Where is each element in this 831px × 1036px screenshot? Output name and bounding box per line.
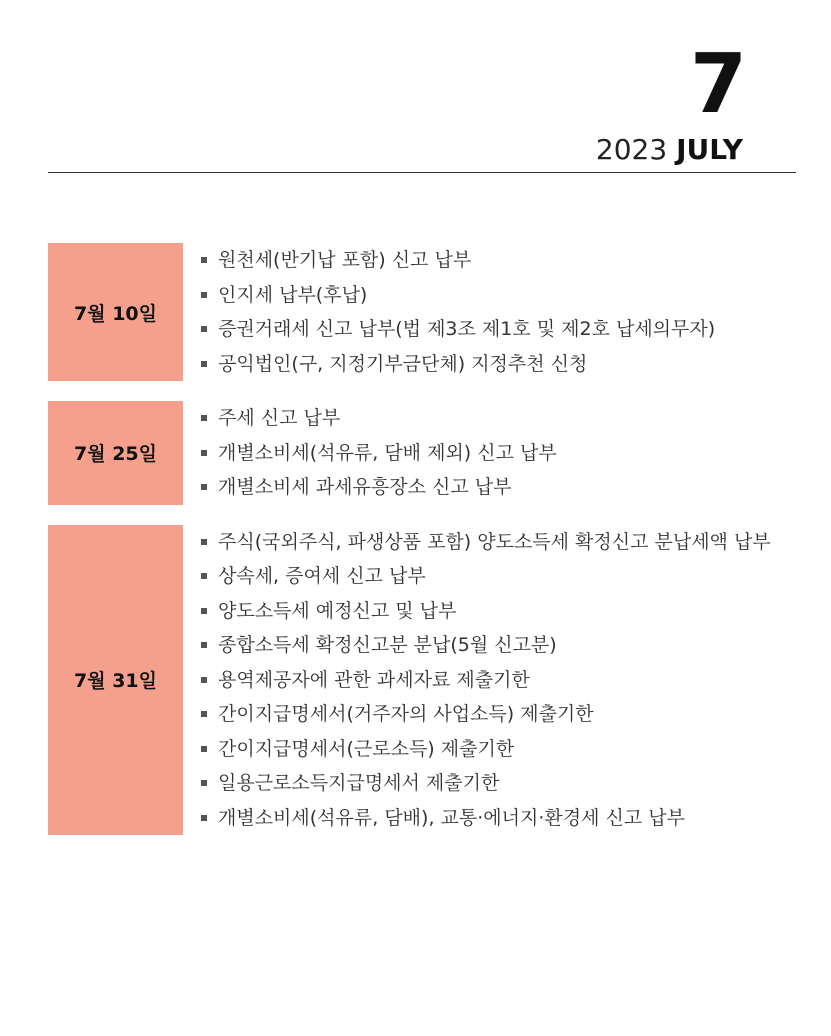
square-bullet-icon [201,711,207,717]
list-item [201,766,771,801]
list-item [201,628,771,663]
list-item [201,278,715,313]
list-item [201,525,771,560]
square-bullet-icon [201,326,207,332]
list-item-text: 용역제공자에 관한 과세자료 제출기한 [218,668,530,691]
list-item [201,559,771,594]
list-item [201,436,557,471]
month-number: 7 [689,37,747,132]
list-item-text: 일용근로소득지급명세서 제출기한 [218,772,500,794]
list-item-text: 주세 신고 납부 [218,407,341,429]
square-bullet-icon [201,608,207,614]
list-item-text: 인지세 납부(후납) [218,283,368,306]
square-bullet-icon [201,780,207,786]
schedule-item-list [183,525,771,836]
date-box [48,243,183,381]
date-box [48,525,183,836]
list-item-text: 간이지급명세서(거주자의 사업소득) 제출기한 [218,703,594,725]
date-label: 7월 10일 [74,302,157,325]
schedule-group-jul-25 [48,401,808,505]
list-item-text: 종합소득세 확정신고분 분납(5월 신고분) [218,634,557,656]
list-item [201,663,771,698]
date-box [48,401,183,505]
list-item [201,243,715,278]
square-bullet-icon [201,450,207,456]
square-bullet-icon [201,642,207,648]
list-item [201,697,771,732]
date-label: 7월 25일 [74,443,157,466]
list-item-text: 개별소비세(석유류, 담배 제외) 신고 납부 [218,441,557,464]
square-bullet-icon [201,815,207,821]
square-bullet-icon [201,539,207,545]
square-bullet-icon [201,484,207,490]
tax-schedule [48,243,808,855]
square-bullet-icon [201,257,207,263]
schedule-item-list [183,401,557,505]
list-item [201,347,715,382]
list-item-text: 개별소비세(석유류, 담배), 교통·에너지·환경세 신고 납부 [218,806,685,829]
square-bullet-icon [201,292,207,298]
square-bullet-icon [201,677,207,683]
square-bullet-icon [201,573,207,579]
list-item-text: 증권거래세 신고 납부(법 제3조 제1호 및 제2호 납세의무자) [218,318,716,340]
list-item [201,470,557,505]
list-item-text: 상속세, 증여세 신고 납부 [218,565,426,587]
list-item-text: 개별소비세 과세유흥장소 신고 납부 [218,476,512,498]
list-item-text: 주식(국외주식, 파생상품 포함) 양도소득세 확정신고 분납세액 납부 [218,530,771,553]
year-month-label [596,132,743,168]
square-bullet-icon [201,415,207,421]
list-item-text: 공익법인(구, 지정기부금단체) 지정추천 신청 [218,352,588,375]
schedule-group-jul-31 [48,525,808,836]
list-item-text: 양도소득세 예정신고 및 납부 [218,599,457,622]
header-divider [48,172,796,173]
list-item [201,312,715,347]
list-item-text: 원천세(반기납 포함) 신고 납부 [218,249,472,271]
list-item-text: 간이지급명세서(근로소득) 제출기한 [218,737,515,760]
schedule-group-jul-10 [48,243,808,381]
square-bullet-icon [201,361,207,367]
list-item [201,801,771,836]
date-label: 7월 31일 [74,670,157,693]
list-item [201,732,771,767]
month-name-label: JULY [676,133,743,166]
list-item [201,401,557,436]
schedule-item-list [183,243,715,381]
year-label: 2023 [595,133,668,166]
list-item [201,594,771,629]
square-bullet-icon [201,746,207,752]
